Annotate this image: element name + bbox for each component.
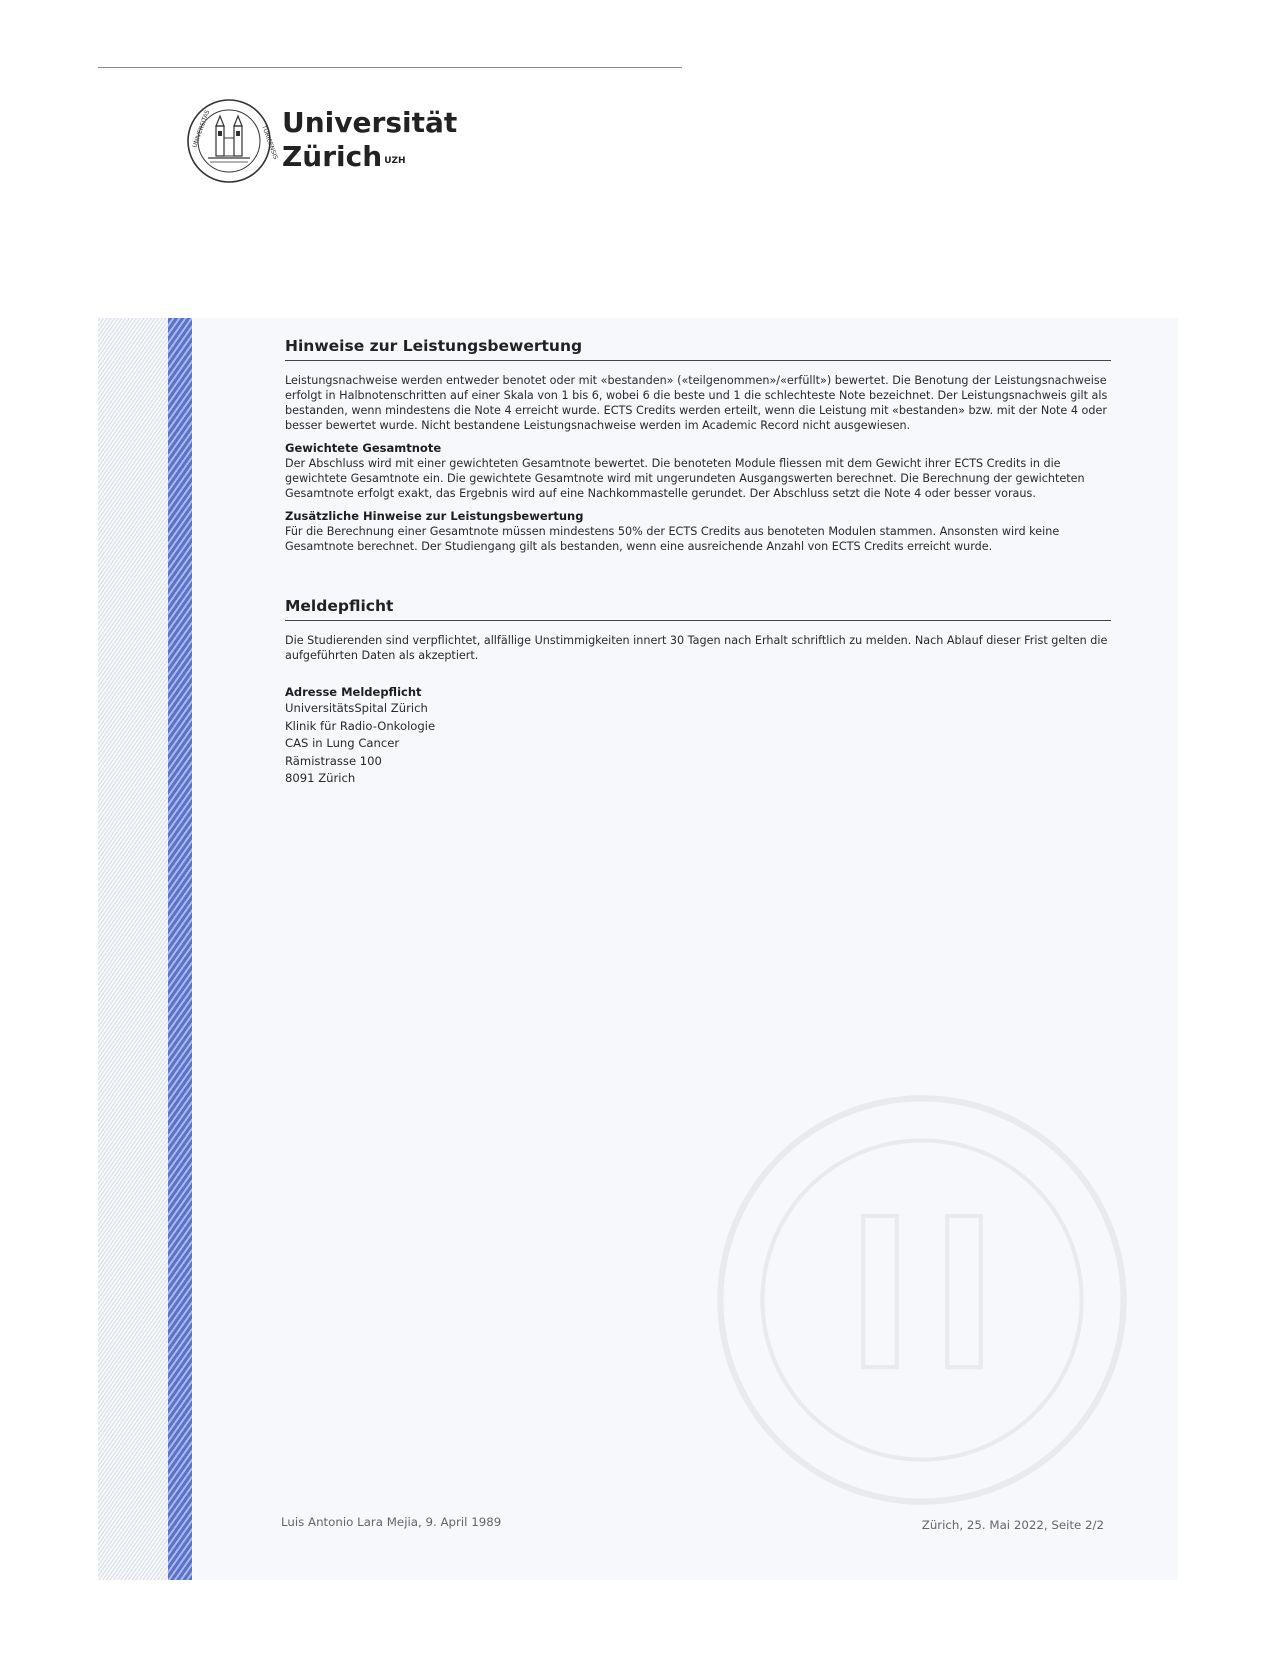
subheading-gesamtnote: Gewichtete Gesamtnote	[285, 441, 442, 455]
address-block	[285, 700, 1111, 788]
watermark-seal-icon	[712, 1090, 1132, 1510]
university-seal-icon	[186, 98, 279, 184]
logo-superscript: UZH	[384, 156, 406, 166]
logo-line-2: Zürich	[282, 140, 383, 173]
uzh-logo	[186, 98, 456, 188]
address-line: 8091 Zürich	[285, 771, 356, 785]
logo-wordmark	[282, 106, 457, 174]
address-line: Klinik für Radio-Onkologie	[285, 718, 436, 733]
section-title-meldepflicht: Meldepflicht	[285, 596, 1111, 621]
section-title-leistungsbewertung: Hinweise zur Leistungsbewertung	[285, 336, 1111, 361]
footer-holder-name: Luis Antonio Lara Mejia, 9. April 1989	[281, 1515, 502, 1529]
seal-text-left: UNIVERSITAS	[191, 109, 212, 149]
seal-text-right: TURICENSIS	[260, 124, 279, 161]
logo-line-1: Universität	[282, 106, 458, 139]
footer-place-date-page: Zürich, 25. Mai 2022, Seite 2/2	[921, 1518, 1104, 1532]
leistungsbewertung-intro: Leistungsnachweise werden entweder benotet oder mit «bestanden» («teilgenommen»/«erfüllt») bewertet. Die Benotung der Leistungsnachweise erfolgt in Halbnotenschritten auf einer Skala von 1 bis 6, wobei 6 die beste und 1 die schlechteste Note bezeichnet. Der Leistungsnachweis gilt als bestanden, wenn mindestens die Note 4 erreicht wurde. ECTS Credits werden erteilt, wenn die Leistung mit «bestanden» bzw. mit der Note 4 oder besser bewertet wurde. Nicht bestandene Leistungsnachweise werden im Academic Record nicht ausgewiesen.	[285, 374, 1108, 432]
address-line: Rämistrasse 100	[285, 753, 382, 768]
security-blue-stripe	[168, 318, 192, 1580]
zusatz-text: Für die Berechnung einer Gesamtnote müssen mindestens 50% der ECTS Credits aus benoteten Modulen stammen. Ansonsten wird keine Gesamtnote berechnet. Der Studiengang gilt als bestanden, wenn eine ausreichende Anzahl von ECTS Credits erreicht wurde.	[285, 525, 1060, 553]
address-line: CAS in Lung Cancer	[285, 736, 400, 750]
top-rule	[98, 67, 682, 68]
subheading-adresse: Adresse Meldepflicht	[285, 685, 422, 699]
gesamtnote-text: Der Abschluss wird mit einer gewichteten Gesamtnote bewertet. Die benoteten Module fliessen mit dem Gewicht ihrer ECTS Credits in die gewichtete Gesamtnote ein. Die gewichtete Gesamtnote wird mit ungerundeten Ausgangswerten berechnet. Die Berechnung der gewichteten Gesamtnote erfolgt exakt, das Ergebnis wird auf eine Nachkommastelle gerundet. Der Abschluss setzt die Note 4 oder besser voraus.	[285, 457, 1085, 500]
address-line: UniversitätsSpital Zürich	[285, 701, 428, 715]
security-hatch-stripe	[98, 318, 168, 1580]
meldepflicht-text: Die Studierenden sind verpflichtet, allfällige Unstimmigkeiten innert 30 Tagen nach Erhalt schriftlich zu melden. Nach Ablauf dieser Frist gelten die aufgeführten Daten als akzeptiert.	[285, 634, 1108, 662]
subheading-zusatz: Zusätzliche Hinweise zur Leistungsbewertung	[285, 509, 584, 523]
document-body	[285, 336, 1111, 788]
